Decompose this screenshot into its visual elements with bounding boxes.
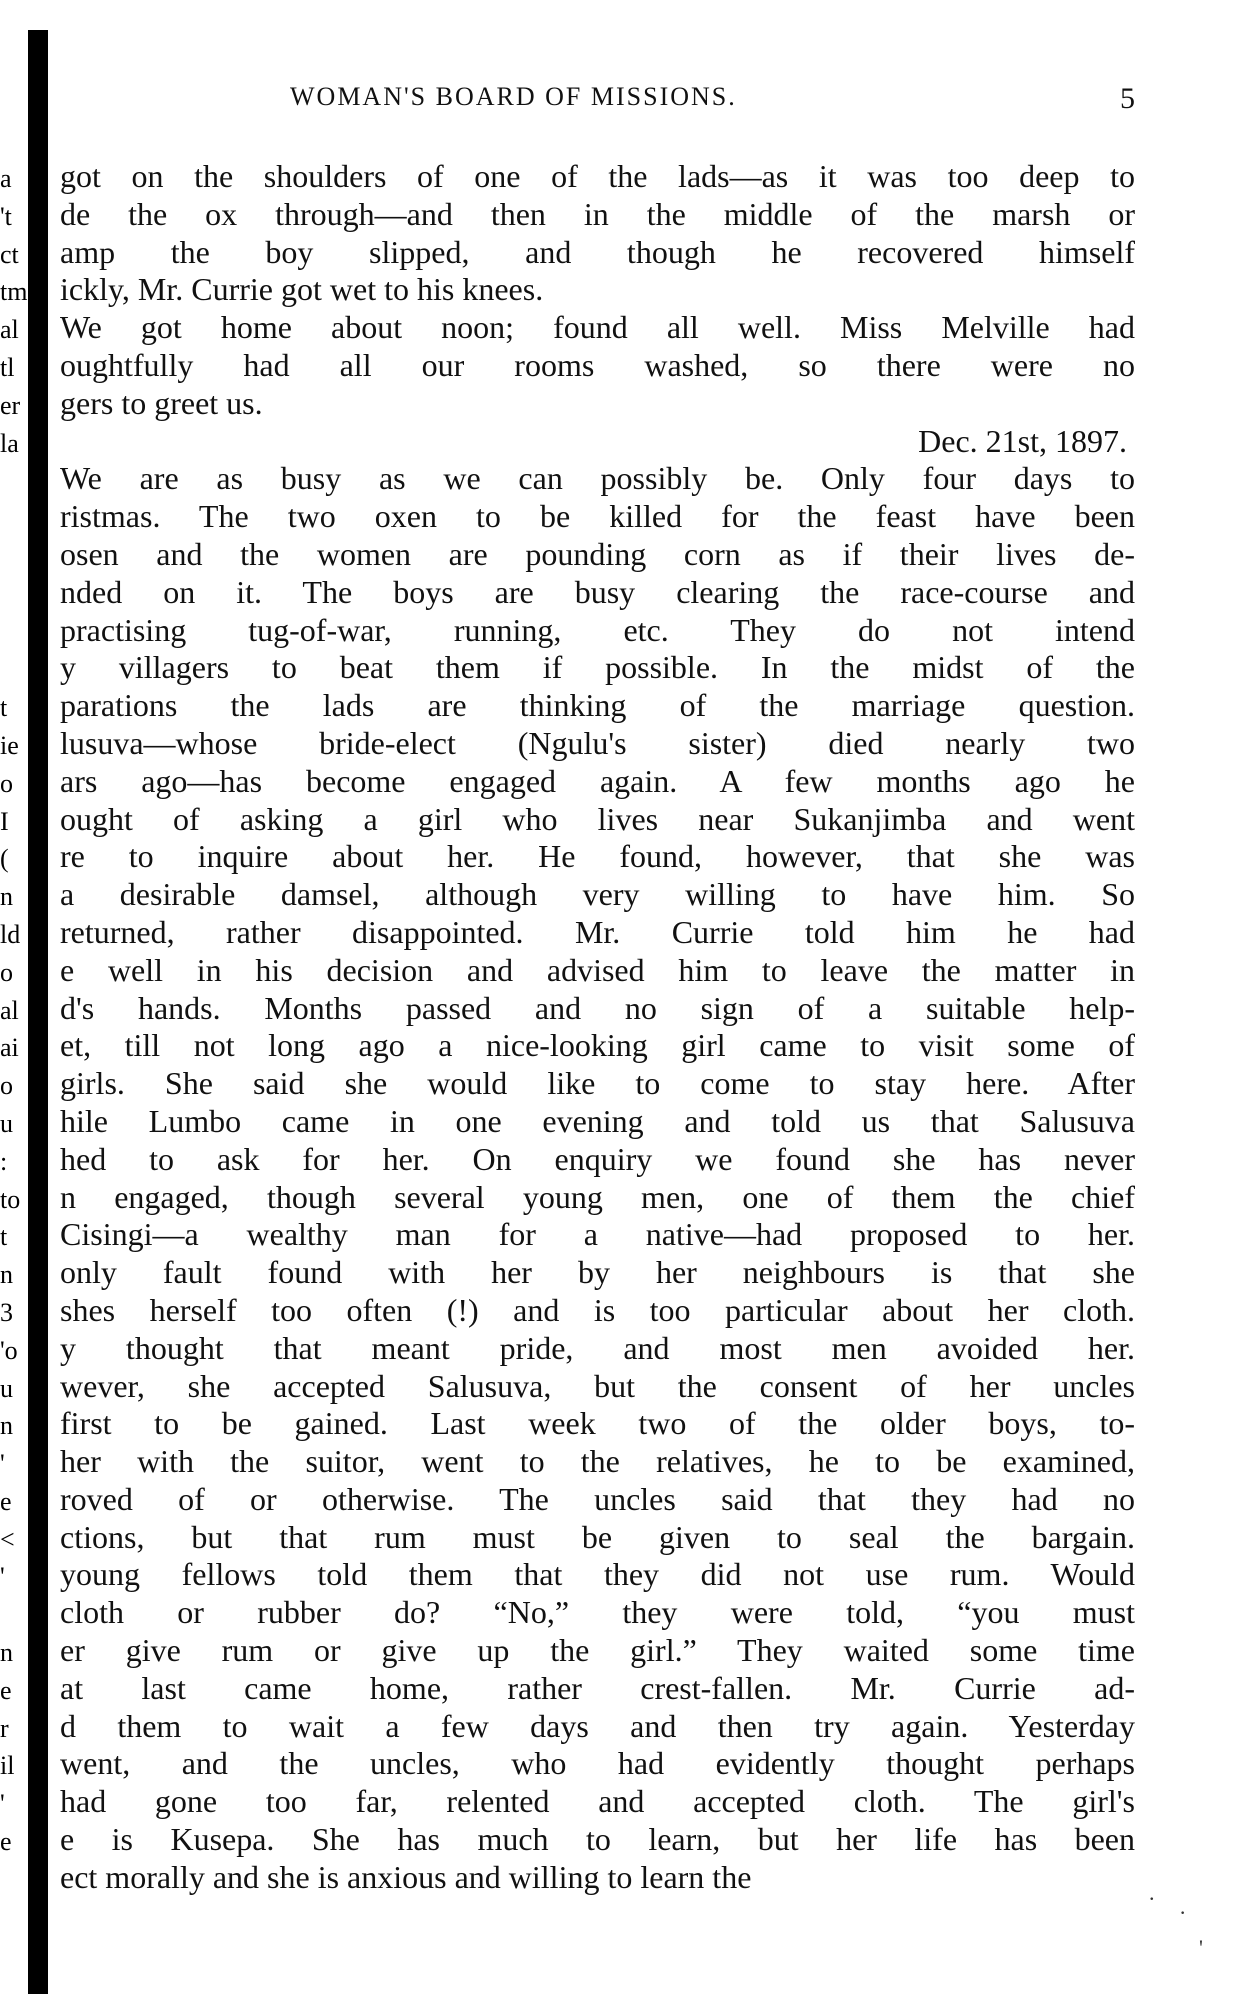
text-line: first to be gained. Last week two of the older boys, to- [60,1405,1135,1442]
text-line: ars ago—has become engaged again. A few months ago he [60,762,1135,799]
page-header [290,82,1135,122]
text-line: roved of or otherwise. The uncles said that they had no [60,1480,1135,1517]
margin-fragment: u [0,1373,13,1403]
text-line: gers to greet us. [60,384,263,421]
margin-fragment: il [0,1751,15,1781]
paragraph [60,158,1135,309]
text-line: er give rum or give up the girl.” They waited some time [60,1632,1135,1669]
text-line: ought of asking a girl who lives near Sukanjimba and went [60,800,1135,837]
margin-fragment: 'o [0,1335,18,1365]
text-line: oughtfully had all our rooms washed, so there were no [60,346,1135,383]
margin-fragment: u [0,1108,13,1138]
margin-fragment: e [0,1675,12,1705]
text-line: hile Lumbo came in one evening and told us that Salusuva [60,1102,1135,1139]
margin-fragment: e [0,1486,12,1516]
margin-fragment: to [0,1184,21,1214]
margin-fragment: t [0,1222,8,1252]
margin-fragment: al [0,315,19,345]
margin-fragment: al [0,995,19,1025]
text-line: at last came home, rather crest-fallen. Mr. Currie ad- [60,1669,1135,1706]
margin-fragment: n [0,1411,13,1441]
text-line: ctions, but that rum must be given to seal the bargain. [60,1518,1135,1555]
page-number: 5 [1120,82,1135,115]
text-line: lusuva—whose bride-elect (Ngulu's sister) died nearly two [60,724,1135,761]
binding-shadow [28,30,48,1994]
text-line: only fault found with her by her neighbours is that she [60,1254,1135,1291]
text-line: ickly, Mr. Currie got wet to his knees. [60,271,544,308]
text-line: returned, rather disappointed. Mr. Currie told him he had [60,913,1135,950]
margin-fragment: n [0,882,13,912]
text-line: had gone too far, relented and accepted cloth. The girl's [60,1783,1135,1820]
text-line: young fellows told them that they did not use rum. Would [60,1556,1135,1593]
margin-fragment: I [0,806,9,836]
text-line: We are as busy as we can possibly be. Only four days to [60,460,1135,497]
text-line: osen and the women are pounding corn as if their lives de- [60,535,1135,572]
text-line: d's hands. Months passed and no sign of a suitable help- [60,989,1135,1026]
margin-fragment: ie [0,730,19,760]
text-line: ect morally and she is anxious and willing to learn the [60,1858,752,1895]
margin-fragment: ' [0,1562,5,1592]
text-line: hed to ask for her. On enquiry we found she has never [60,1140,1135,1177]
running-head: WOMAN'S BOARD OF MISSIONS. [290,82,737,111]
text-line: girls. She said she would like to come to stay here. After [60,1065,1135,1102]
text-line: her with the suitor, went to the relatives, he to be examined, [60,1443,1135,1480]
text-line: y thought that meant pride, and most men avoided her. [60,1329,1135,1366]
margin-fragment: n [0,1638,13,1668]
text-line: parations the lads are thinking of the marriage question. [60,687,1135,724]
margin-fragment: ' [0,1789,5,1819]
text-line: d them to wait a few days and then try again. Yesterday [60,1707,1135,1744]
margin-fragment: ' [0,1449,5,1479]
text-line: Cisingi—a wealthy man for a native—had proposed to her. [60,1216,1135,1253]
text-line: y villagers to beat them if possible. In the midst of the [60,649,1135,686]
paragraph [60,309,1135,422]
text-line: practising tug-of-war, running, etc. They do not intend [60,611,1135,648]
margin-fragment: la [0,428,19,458]
text-line: amp the boy slipped, and though he recovered himself [60,233,1135,270]
text-line: re to inquire about her. He found, however, that she was [60,838,1135,875]
margin-fragment: t [0,693,8,723]
margin-fragment: n [0,1260,13,1290]
text-line: e is Kusepa. She has much to learn, but her life has been [60,1821,1135,1858]
margin-fragment: : [0,1146,8,1176]
text-line: nded on it. The boys are busy clearing the race-course and [60,573,1135,610]
margin-fragment: ( [0,844,9,874]
margin-fragment: o [0,957,13,987]
text-column [60,158,1135,1897]
margin-fragment: tm [0,277,28,307]
text-line: e well in his decision and advised him to leave the matter in [60,951,1135,988]
margin-fragment: < [0,1524,15,1554]
text-line: went, and the uncles, who had evidently thought perhaps [60,1745,1135,1782]
margin-fragment: e [0,1827,12,1857]
margin-fragment: ai [0,1033,19,1063]
scan-specks: . · ' [1149,1880,1203,1960]
margin-fragment: r [0,1713,9,1743]
text-line: et, till not long ago a nice-looking girl came to visit some of [60,1027,1135,1064]
text-line: n engaged, though several young men, one of them the chief [60,1178,1135,1215]
paragraph [60,460,1135,1896]
margin-fragment: er [0,390,21,420]
text-line: ristmas. The two oxen to be killed for the feast have been [60,498,1135,535]
dateline: Dec. 21st, 1897. [918,422,1127,459]
text-line: shes herself too often (!) and is too particular about her cloth. [60,1291,1135,1328]
margin-fragment: ld [0,919,21,949]
margin-fragment: 3 [0,1297,13,1327]
margin-fragment: ct [0,239,19,269]
text-line: got on the shoulders of one of the lads—as it was too deep to [60,158,1135,194]
text-line: We got home about noon; found all well. Miss Melville had [60,309,1135,346]
margin-fragment: o [0,768,13,798]
text-line: de the ox through—and then in the middle of the marsh or [60,195,1135,232]
text-line: wever, she accepted Salusuva, but the consent of her uncles [60,1367,1135,1404]
margin-fragment: tl [0,352,15,382]
margin-fragment: o [0,1071,13,1101]
margin-fragment: 't [0,201,12,231]
text-line: a desirable damsel, although very willing to have him. So [60,876,1135,913]
text-line: cloth or rubber do? “No,” they were told, “you must [60,1594,1135,1631]
margin-fragment: a [0,164,12,193]
